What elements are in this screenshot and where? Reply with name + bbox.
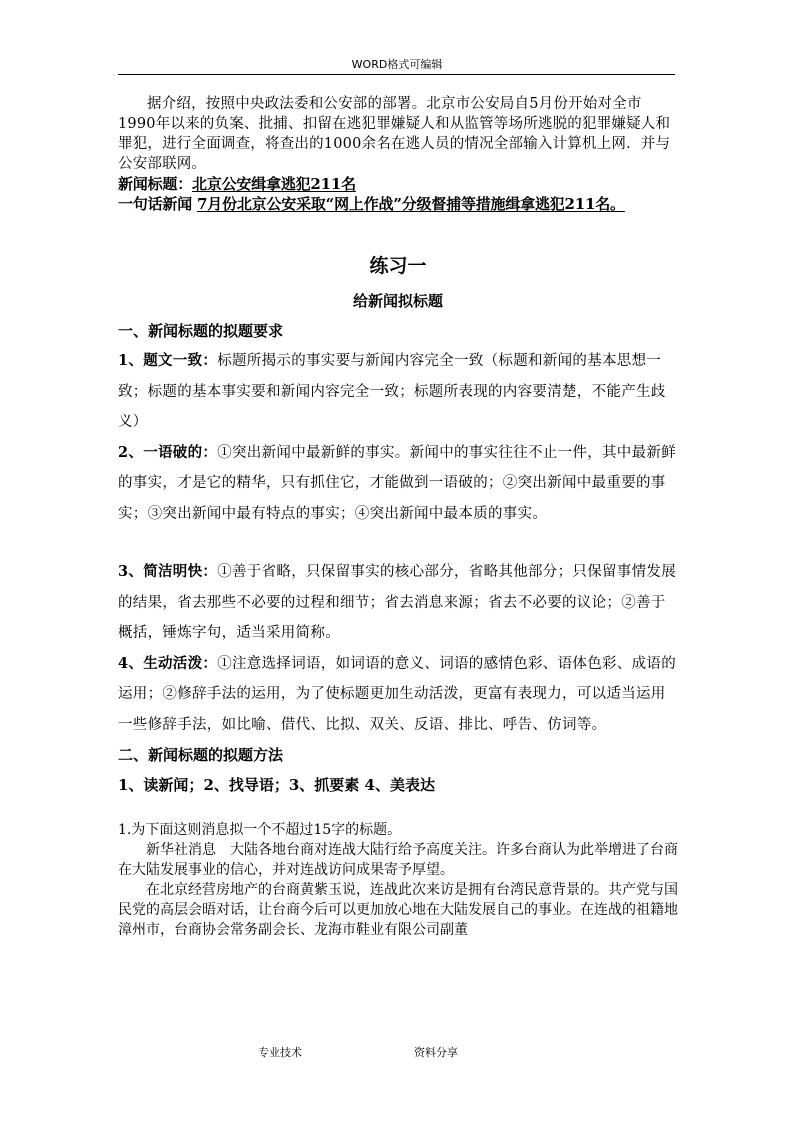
requirement-item	[118, 346, 678, 438]
one-sentence-label: 一句话新闻	[118, 195, 193, 213]
exercise-subtitle: 给新闻拟标题	[352, 292, 443, 310]
requirement-item	[118, 438, 678, 530]
requirement-text: 标题所揭示的事实要与新闻内容完全一致（标题和新闻的基本思想一致；标题的基本事实要和新闻内容完全一致；标题所表现的内容要清楚，不能产生歧义）	[118, 353, 666, 430]
footer-left: 专业技术	[258, 1046, 302, 1059]
requirement-text: ①突出新闻中最新鲜的事实。新闻中的事实往往不止一件，其中最新鲜的事实，才是它的精华，只有抓住它，才能做到一语破的；②突出新闻中最重要的事实；③突出新闻中最有特点的事实；④突出新闻中最本质的事实。	[118, 444, 676, 522]
requirement-item	[118, 557, 678, 649]
section1-title: 一、新闻标题的拟题要求	[118, 322, 284, 340]
requirement-label: 2、一语破的：	[118, 443, 218, 461]
header-divider	[118, 74, 675, 75]
exercise-title: 练习一	[369, 255, 427, 277]
requirement-label: 1、题文一致：	[118, 352, 218, 369]
news-title-label: 新闻标题：	[118, 175, 193, 193]
section2-title: 二、新闻标题的拟题方法	[118, 746, 284, 764]
one-sentence-value: 7月份北京公安采取“网上作战”分级督捕等措施缉拿逃犯211名。	[197, 195, 625, 213]
one-sentence-news-line	[118, 194, 678, 214]
exercise-paragraph: 新华社消息 大陆各地台商对连战大陆行给予高度关注。许多台商认为此举增进了台商在大陆发展事业的信心，并对连战访问成果寄予厚望。	[118, 842, 678, 878]
page-header: WORD格式可编辑	[351, 58, 443, 71]
requirement-item	[118, 649, 678, 741]
requirement-label: 3、简洁明快：	[118, 563, 218, 580]
document-body	[118, 94, 678, 940]
intro-paragraph: 据介绍，按照中央政法委和公安部的部署。北京市公安局自5月份开始对全市1990年以来的负案、批捕、扣留在逃犯罪嫌疑人和从监管等场所逃脱的犯罪嫌疑人和罪犯，进行全面调查，将查出的1000余名在逃人员的情况全部输入计算机上网．并与公安部联网。	[118, 96, 671, 172]
news-title-value: 北京公安缉拿逃犯211名	[192, 175, 356, 193]
requirement-label: 4、生动活泼：	[118, 654, 218, 672]
requirement-text: ①善于省略，只保留事实的核心部分，省略其他部分；只保留事情发展的结果，省去那些不必要的过程和细节；省去消息来源；省去不必要的议论；②善于概括，锤炼字句，适当采用简称。	[118, 564, 676, 641]
news-title-line	[118, 174, 678, 194]
footer-right: 资料分享	[414, 1046, 458, 1059]
exercise-paragraph: 在北京经营房地产的台商黄紫玉说，连战此次来访是拥有台湾民意背景的。共产党与国民党的高层会晤对话，让台商今后可以更加放心地在大陆发展自己的事业。在连战的祖籍地漳州市，台商协会常务副会长、龙海市鞋业有限公司副董	[118, 882, 678, 938]
requirement-text: ①注意选择词语，如词语的意义、词语的感情色彩、语体色彩、成语的运用；②修辞手法的运用，为了使标题更加生动活泼，更富有表现力，可以适当运用一些修辞手法，如比喻、借代、比拟、双关、反语、排比、呼告、仿词等。	[118, 655, 676, 733]
exercise-question: 1.为下面这则消息拟一个不超过15字的标题。	[118, 822, 402, 838]
section2-methods: 1、读新闻；2、找导语；3、抓要素 4、美表达	[118, 776, 435, 794]
